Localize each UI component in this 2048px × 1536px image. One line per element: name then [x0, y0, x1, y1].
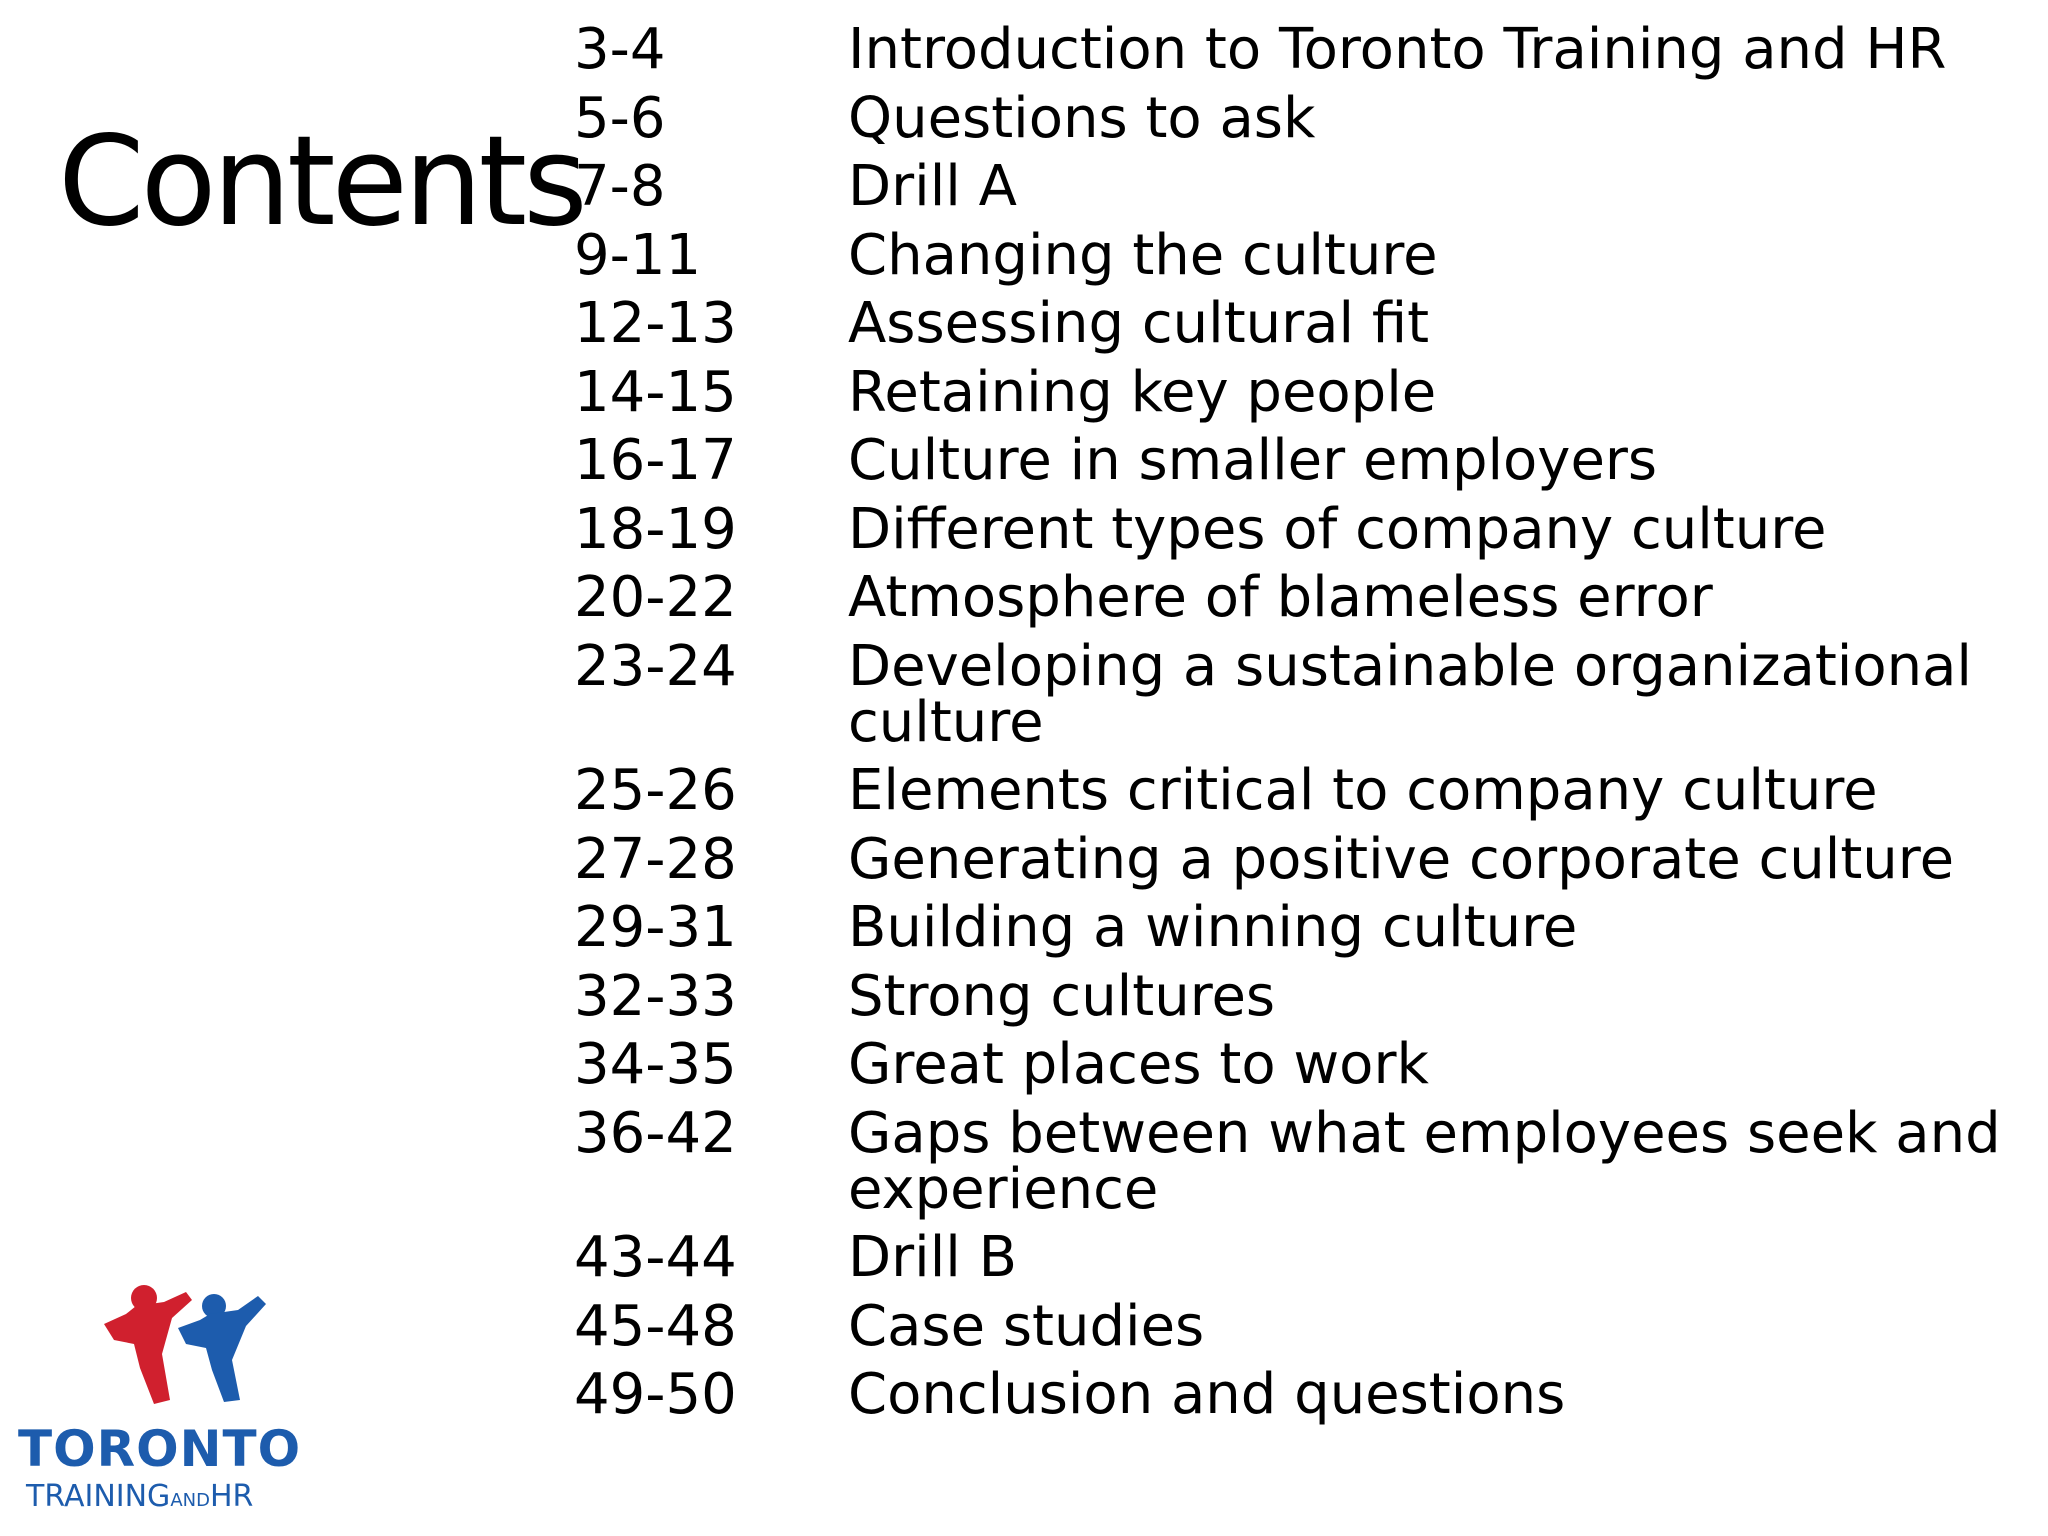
- toc-topic: Conclusion and questions: [848, 1362, 1566, 1427]
- toc-row: [574, 895, 2014, 969]
- toc-pages: 27-28: [574, 826, 737, 892]
- toc-row: [574, 154, 2014, 228]
- toc-topic: Case studies: [848, 1293, 1205, 1359]
- logo-red-figure: [104, 1285, 192, 1404]
- toc-row: [574, 17, 2014, 91]
- toc-row: [574, 1032, 2014, 1106]
- logo-tagline-and: AND: [170, 1490, 210, 1511]
- toc-row: [574, 1100, 2014, 1231]
- toc-pages: 36-42: [574, 1100, 737, 1166]
- toc-row: [574, 1293, 2014, 1368]
- toc-row: [574, 291, 2014, 365]
- toc-topic: Drill B: [848, 1225, 1018, 1290]
- toc-row: [574, 758, 2014, 832]
- toc-topic: Atmosphere of blameless error: [848, 565, 1713, 630]
- logo-red-body: [104, 1292, 192, 1404]
- logo-tagline-main: TRAINING: [26, 1479, 171, 1514]
- toc-row: [574, 428, 2014, 502]
- toc-topic: Changing the culture: [848, 222, 1438, 288]
- toc-pages: 18-19: [574, 496, 737, 562]
- logo-figures-icon: [74, 1284, 274, 1414]
- toc-pages: 43-44: [574, 1225, 737, 1290]
- toc-pages: 20-22: [574, 565, 737, 630]
- toc-row: [574, 1362, 2014, 1436]
- toc-topic: Generating a positive corporate culture: [848, 826, 1955, 892]
- toc-pages: 16-17: [574, 428, 737, 493]
- toc-row: [574, 633, 2014, 764]
- toc-topic: Strong cultures: [848, 963, 1276, 1029]
- toc-topic: Drill A: [848, 154, 1017, 219]
- logo-blue-figure: [178, 1294, 266, 1402]
- company-logo: [14, 1284, 314, 1524]
- page-title: Contents: [58, 110, 584, 254]
- toc-topic: Culture in smaller employers: [848, 428, 1658, 493]
- toc-topic: Questions to ask: [848, 85, 1316, 151]
- logo-wordmark: TORONTO: [18, 1420, 302, 1478]
- toc-topic: Great places to work: [848, 1032, 1429, 1097]
- toc-topic: Gaps between what employees seek and experience: [848, 1100, 2001, 1222]
- toc-row: [574, 496, 2014, 571]
- toc-pages: 3-4: [574, 17, 666, 82]
- toc-row: [574, 222, 2014, 297]
- toc-row: [574, 826, 2014, 901]
- logo-tagline: [26, 1479, 254, 1514]
- logo-tagline-end: HR: [209, 1479, 254, 1514]
- toc-pages: 14-15: [574, 359, 737, 425]
- toc-pages: 25-26: [574, 758, 737, 823]
- toc-topic: Developing a sustainable organizational culture: [848, 633, 1972, 755]
- toc-topic: Retaining key people: [848, 359, 1437, 425]
- toc-pages: 32-33: [574, 963, 737, 1029]
- toc-topic: Assessing cultural fit: [848, 291, 1430, 356]
- toc-pages: 12-13: [574, 291, 737, 356]
- toc-pages: 45-48: [574, 1293, 737, 1359]
- toc-topic: Building a winning culture: [848, 895, 1578, 960]
- toc-pages: 23-24: [574, 633, 737, 699]
- toc-pages: 49-50: [574, 1362, 737, 1427]
- toc-row: [574, 85, 2014, 160]
- toc-pages: 5-6: [574, 85, 666, 151]
- toc-topic: Elements critical to company culture: [848, 758, 1878, 823]
- toc-pages: 29-31: [574, 895, 737, 960]
- toc-row: [574, 963, 2014, 1038]
- toc-topic: Introduction to Toronto Training and HR: [848, 17, 1947, 82]
- toc-row: [574, 359, 2014, 434]
- toc-pages: 34-35: [574, 1032, 737, 1097]
- toc-pages: 7-8: [574, 154, 666, 219]
- table-of-contents: [574, 17, 2014, 1436]
- toc-pages: 9-11: [574, 222, 702, 288]
- toc-row: [574, 565, 2014, 639]
- toc-topic: Different types of company culture: [848, 496, 1827, 562]
- toc-row: [574, 1225, 2014, 1299]
